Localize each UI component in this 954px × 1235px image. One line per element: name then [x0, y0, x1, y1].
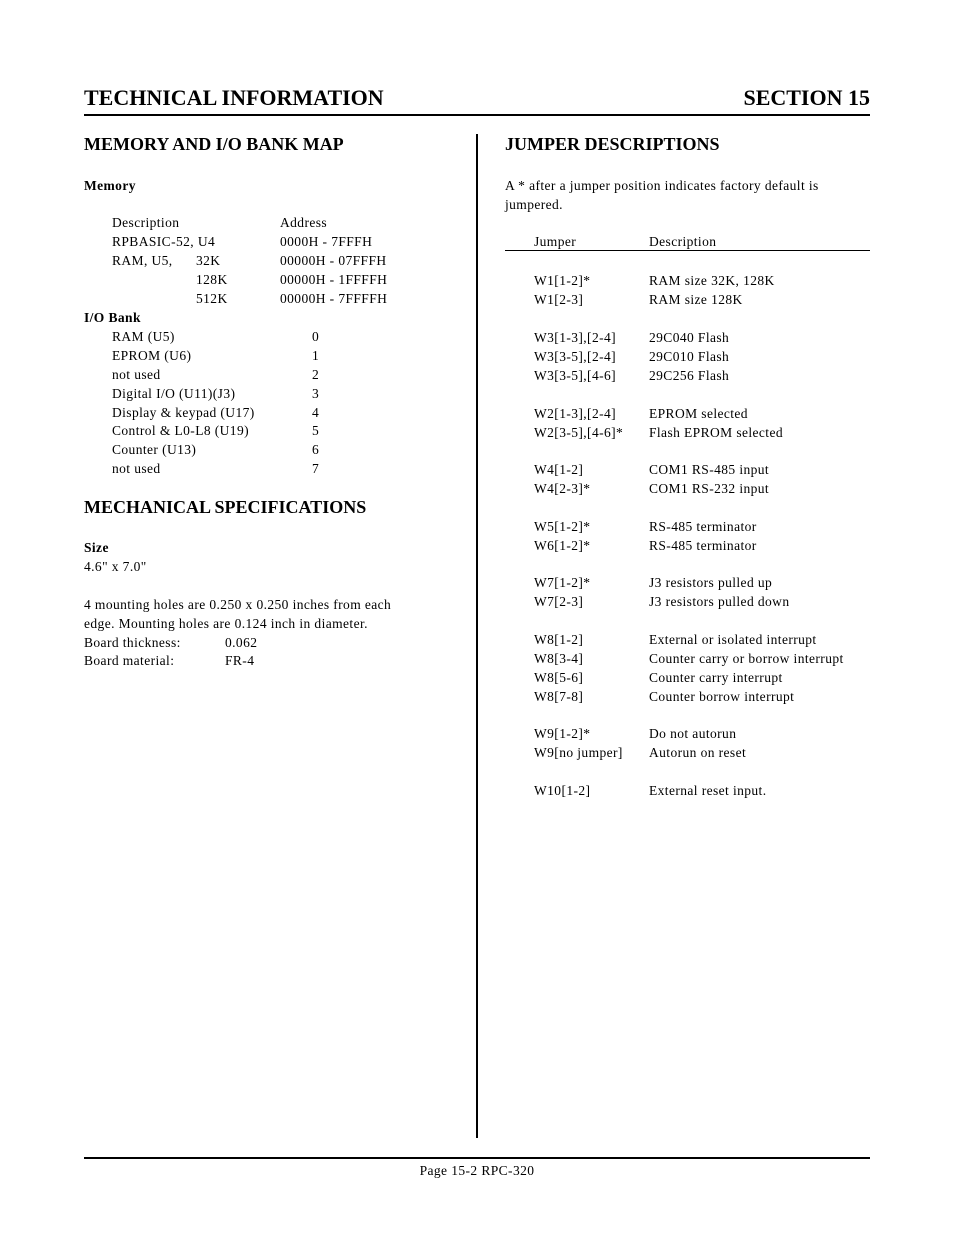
header-section: SECTION 15: [743, 85, 870, 110]
jumper-position: W9[1-2]*: [534, 726, 591, 741]
jumper-position: W4[2-3]*: [534, 481, 591, 496]
io-bank-label: I/O Bank: [84, 310, 141, 325]
memory-row-address: 00000H - 7FFFFH: [280, 291, 388, 306]
io-row-number: 7: [312, 461, 320, 476]
board-thickness-value: 0.062: [225, 635, 258, 650]
memory-col-description: Description: [112, 215, 180, 230]
io-row-number: 0: [312, 329, 320, 344]
jumper-title: JUMPER DESCRIPTIONS: [505, 134, 720, 154]
io-row-name: RAM (U5): [112, 329, 175, 344]
jumper-description: External reset input.: [649, 783, 767, 798]
memory-label: Memory: [84, 178, 136, 193]
jumper-description: External or isolated interrupt: [649, 632, 817, 647]
jumper-intro-line-2: jumpered.: [505, 197, 563, 212]
memory-row-address: 0000H - 7FFFH: [280, 234, 373, 249]
board-material-value: FR-4: [225, 653, 255, 668]
jumper-description: Counter borrow interrupt: [649, 689, 795, 704]
io-row-number: 5: [312, 423, 320, 438]
io-row-name: EPROM (U6): [112, 348, 192, 363]
size-label: Size: [84, 540, 109, 555]
jumper-description: RAM size 32K, 128K: [649, 273, 775, 288]
jumper-position: W2[1-3],[2-4]: [534, 406, 617, 421]
jumper-position: W9[no jumper]: [534, 745, 623, 760]
memory-map-title: MEMORY AND I/O BANK MAP: [84, 134, 344, 154]
memory-row-size: 32K: [196, 253, 221, 268]
jumper-description: 29C010 Flash: [649, 349, 730, 364]
memory-row-size: 128K: [196, 272, 228, 287]
header-title: TECHNICAL INFORMATION: [84, 85, 384, 110]
jumper-header-rule: [505, 250, 870, 251]
jumper-description: COM1 RS-232 input: [649, 481, 770, 496]
jumper-position: W1[2-3]: [534, 292, 584, 307]
jumper-position: W8[5-6]: [534, 670, 584, 685]
jumper-description: EPROM selected: [649, 406, 748, 421]
size-value: 4.6" x 7.0": [84, 559, 147, 574]
io-row-name: Counter (U13): [112, 442, 197, 457]
page-header: [84, 84, 870, 116]
io-row-number: 6: [312, 442, 320, 457]
jumper-position: W10[1-2]: [534, 783, 591, 798]
jumper-position: W7[1-2]*: [534, 575, 591, 590]
io-row-number: 1: [312, 348, 320, 363]
jumper-description: COM1 RS-485 input: [649, 462, 770, 477]
jumper-description: 29C040 Flash: [649, 330, 730, 345]
jumper-position: W8[1-2]: [534, 632, 584, 647]
jumper-position: W8[7-8]: [534, 689, 584, 704]
jumper-description: J3 resistors pulled up: [649, 575, 773, 590]
jumper-position: W8[3-4]: [534, 651, 584, 666]
jumper-position: W3[3-5],[4-6]: [534, 368, 617, 383]
jumper-description: RAM size 128K: [649, 292, 743, 307]
jumper-description: Autorun on reset: [649, 745, 747, 760]
jumper-position: W5[1-2]*: [534, 519, 591, 534]
mounting-holes-line-1: 4 mounting holes are 0.250 x 0.250 inches from each: [84, 597, 392, 612]
jumper-description: Do not autorun: [649, 726, 737, 741]
jumper-col-description: Description: [649, 234, 717, 249]
jumper-description: Counter carry interrupt: [649, 670, 783, 685]
jumper-position: W1[1-2]*: [534, 273, 591, 288]
page-footer: Page 15-2 RPC-320: [419, 1163, 535, 1178]
jumper-description: Counter carry or borrow interrupt: [649, 651, 844, 666]
jumper-description: 29C256 Flash: [649, 368, 730, 383]
footer-rule: [84, 1157, 870, 1159]
io-row-number: 3: [312, 386, 320, 401]
io-row-name: Control & L0-L8 (U19): [112, 423, 250, 438]
jumper-intro-line-1: A * after a jumper position indicates factory default is: [505, 178, 819, 193]
memory-row-desc: RPBASIC-52, U4: [112, 234, 216, 249]
jumper-position: W7[2-3]: [534, 594, 584, 609]
io-row-name: Display & keypad (U17): [112, 405, 255, 420]
jumper-position: W3[3-5],[2-4]: [534, 349, 617, 364]
jumper-position: W2[3-5],[4-6]*: [534, 425, 624, 440]
memory-row-address: 00000H - 1FFFFH: [280, 272, 388, 287]
jumper-col-jumper: Jumper: [534, 234, 577, 249]
memory-row-size: 512K: [196, 291, 228, 306]
io-row-number: 4: [312, 405, 320, 420]
jumper-position: W3[1-3],[2-4]: [534, 330, 617, 345]
io-row-name: not used: [112, 461, 161, 476]
mechanical-title: MECHANICAL SPECIFICATIONS: [84, 497, 367, 517]
column-divider: [476, 134, 478, 1138]
memory-row-desc: RAM, U5,: [112, 253, 173, 268]
memory-row-address: 00000H - 07FFFH: [280, 253, 387, 268]
io-row-number: 2: [312, 367, 320, 382]
jumper-description: Flash EPROM selected: [649, 425, 783, 440]
jumper-position: W4[1-2]: [534, 462, 584, 477]
jumper-position: W6[1-2]*: [534, 538, 591, 553]
board-thickness-label: Board thickness:: [84, 635, 181, 650]
board-material-label: Board material:: [84, 653, 175, 668]
jumper-description: RS-485 terminator: [649, 519, 757, 534]
jumper-description: RS-485 terminator: [649, 538, 757, 553]
memory-col-address: Address: [280, 215, 328, 230]
io-row-name: not used: [112, 367, 161, 382]
mounting-holes-line-2: edge. Mounting holes are 0.124 inch in diameter.: [84, 616, 368, 631]
io-row-name: Digital I/O (U11)(J3): [112, 386, 236, 401]
jumper-description: J3 resistors pulled down: [649, 594, 790, 609]
